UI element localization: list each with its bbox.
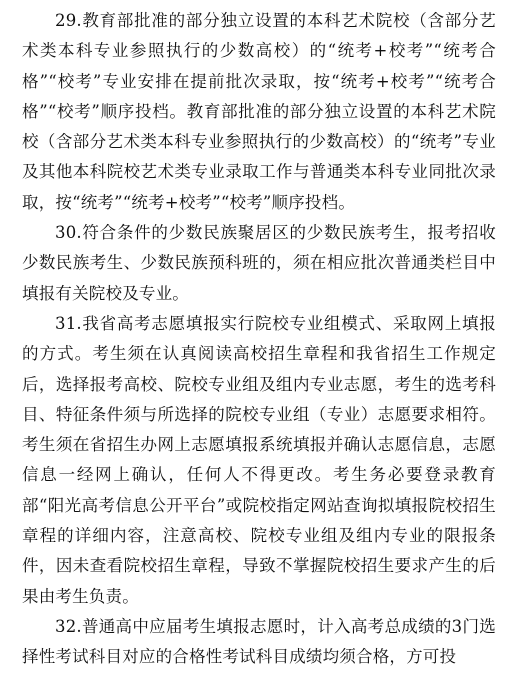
document-page — [22, 6, 496, 673]
paragraph-29: 29.教育部批准的部分独立设置的本科艺术院校（含部分艺术类本科专业参照执行的少数高校）的“统考+校考”“统考合格”“校考”专业安排在提前批次录取，按“统考+校考”“统考合格”“校考”顺序投档。教育部批准的部分独立设置的本科艺术院校（含部分艺术类本科专业参照执行的少数高校）的“统考”专业及其他本科院校艺术类专业录取工作与普通类本科专业同批次录取，按“统考”“统考+校考”“校考”顺序投档。 — [22, 11, 496, 212]
paragraph-30: 30.符合条件的少数民族聚居区的少数民族考生，报考招收少数民族考生、少数民族预科班的，须在相应批次普通类栏目中填报有关院校及专业。 — [22, 223, 496, 303]
paragraph-32: 32.普通高中应届考生填报志愿时，计入高考总成绩的3门选择性考试科目对应的合格性考试科目成绩均须合格，方可投 — [22, 616, 496, 667]
paragraph-31: 31.我省高考志愿填报实行院校专业组模式、采取网上填报的方式。考生须在认真阅读高校招生章程和我省招生工作规定后，选择报考高校、院校专业组及组内专业志愿，考生的选考科目、特征条件须与所选择的院校专业组（专业）志愿要求相符。考生须在省招生办网上志愿填报系统填报并确认志愿信息，志愿信息一经网上确认，任何人不得更改。考生务必要登录教育部“阳光高考信息公开平台”或院校指定网站查询拟填报院校招生章程的详细内容，注意高校、院校专业组及组内专业的限报条件，因未查看院校招生章程，导致不掌握院校招生要求产生的后果由考生负责。 — [22, 313, 496, 606]
